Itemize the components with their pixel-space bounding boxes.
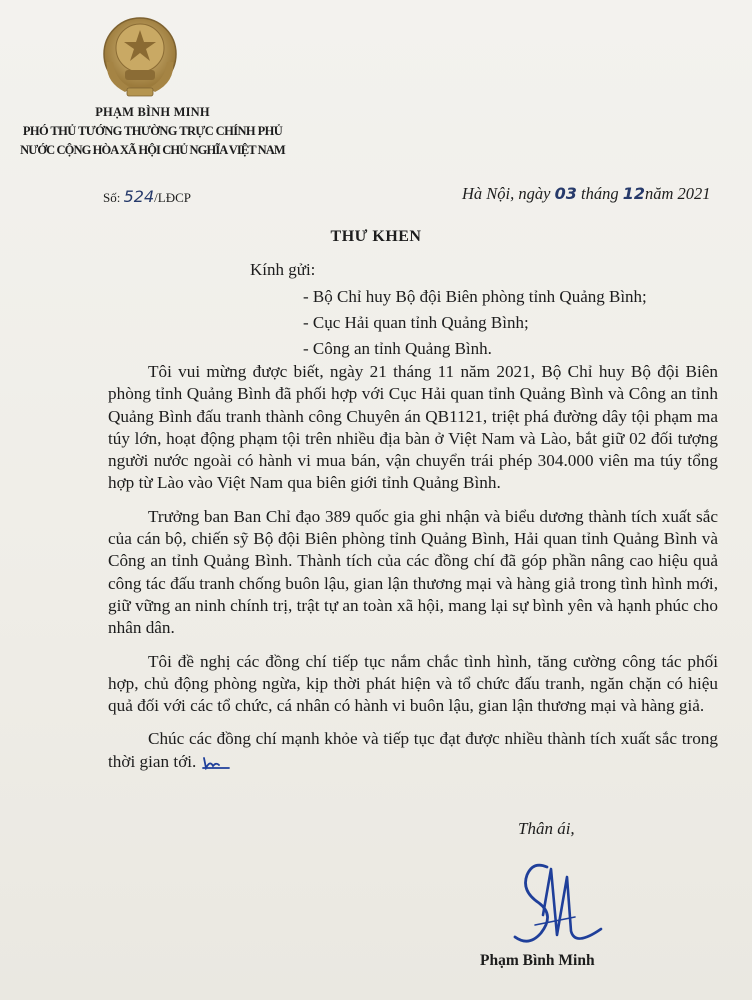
issue-date bbox=[462, 184, 711, 204]
issuer-name: PHẠM BÌNH MINH bbox=[95, 105, 210, 119]
country-name: NƯỚC CỘNG HÒA XÃ HỘI CHỦ NGHĨA VIỆT NAM bbox=[20, 143, 285, 157]
date-year: năm 2021 bbox=[644, 184, 711, 203]
date-month-label: tháng bbox=[580, 184, 619, 203]
national-emblem-icon bbox=[95, 12, 185, 102]
greeting: Kính gửi: bbox=[250, 260, 316, 279]
body-paragraph: Tôi vui mừng được biết, ngày 21 tháng 11 năm 2021, Bộ Chỉ huy Bộ đội Biên phòng tỉnh Quảng Bình đã phối hợp với Cục Hải quan tỉnh Quảng Bình và Công an tỉnh Quảng Bình đấu tranh thành công Chuyên án QB1121, triệt phá đường dây tội phạm ma túy lớn, hoạt động phạm tội trên nhiều địa bàn ở Việt Nam và Lào, bắt giữ 02 đối tượng người nước ngoài có hành vi mua bán, vận chuyển trái phép 304.000 viên ma túy tổng hợp từ Lào vào Việt Nam qua biên giới tỉnh Quảng Bình. bbox=[108, 362, 718, 493]
recipient-item: - Công an tỉnh Quảng Bình. bbox=[303, 339, 492, 358]
handwritten-initial-mark-icon bbox=[201, 756, 231, 770]
issuer-title: PHÓ THỦ TƯỚNG THƯỜNG TRỰC CHÍNH PHỦ bbox=[22, 124, 283, 138]
date-day: 03 bbox=[554, 184, 577, 203]
reference-prefix: Số: bbox=[103, 190, 121, 205]
issuer-header bbox=[0, 103, 305, 160]
letter-title: THƯ KHEN bbox=[330, 228, 422, 245]
letter-body bbox=[108, 361, 718, 784]
reference-handwritten-number: 524 bbox=[123, 187, 155, 206]
closing-wish-text: Chúc các đồng chí mạnh khỏe và tiếp tục đạt được nhiều thành tích xuất sắc trong thời gian tới. bbox=[108, 729, 718, 771]
date-place: Hà Nội, ngày bbox=[462, 184, 551, 203]
body-paragraph: Tôi đề nghị các đồng chí tiếp tục nắm chắc tình hình, tăng cường công tác phối hợp, chủ động phòng ngừa, kịp thời phát hiện và tổ chức đấu tranh, ngăn chặn có hiệu quả đối với các tổ chức, cá nhân có hành vi buôn lậu, gian lận thương mại và hàng giả. bbox=[108, 651, 718, 716]
recipient-item: - Bộ Chỉ huy Bộ đội Biên phòng tỉnh Quảng Bình; bbox=[303, 287, 647, 306]
recipient-item: - Cục Hải quan tỉnh Quảng Bình; bbox=[303, 313, 529, 332]
recipient-list bbox=[303, 284, 647, 362]
closing-salutation: Thân ái, bbox=[518, 819, 575, 838]
reference-number bbox=[103, 187, 191, 206]
signature-icon bbox=[505, 855, 615, 955]
reference-suffix: /LĐCP bbox=[154, 190, 191, 205]
body-paragraph: Trưởng ban Ban Chỉ đạo 389 quốc gia ghi nhận và biểu dương thành tích xuất sắc của cán bộ, chiến sỹ Bộ đội Biên phòng tỉnh Quảng Bình, Hải quan tỉnh Quảng Bình và Công an tỉnh Quảng Bình. Thành tích của các đồng chí đã góp phần nâng cao hiệu quả công tác đấu tranh chống buôn lậu, gian lận thương mại và hàng giả trong tình hình mới, giữ vững an ninh chính trị, trật tự an toàn xã hội, mang lại sự bình yên và hạnh phúc cho nhân dân. bbox=[108, 506, 718, 638]
signer-name: Phạm Bình Minh bbox=[480, 952, 595, 969]
date-month: 12 bbox=[622, 184, 645, 203]
body-paragraph-closing bbox=[108, 728, 718, 773]
